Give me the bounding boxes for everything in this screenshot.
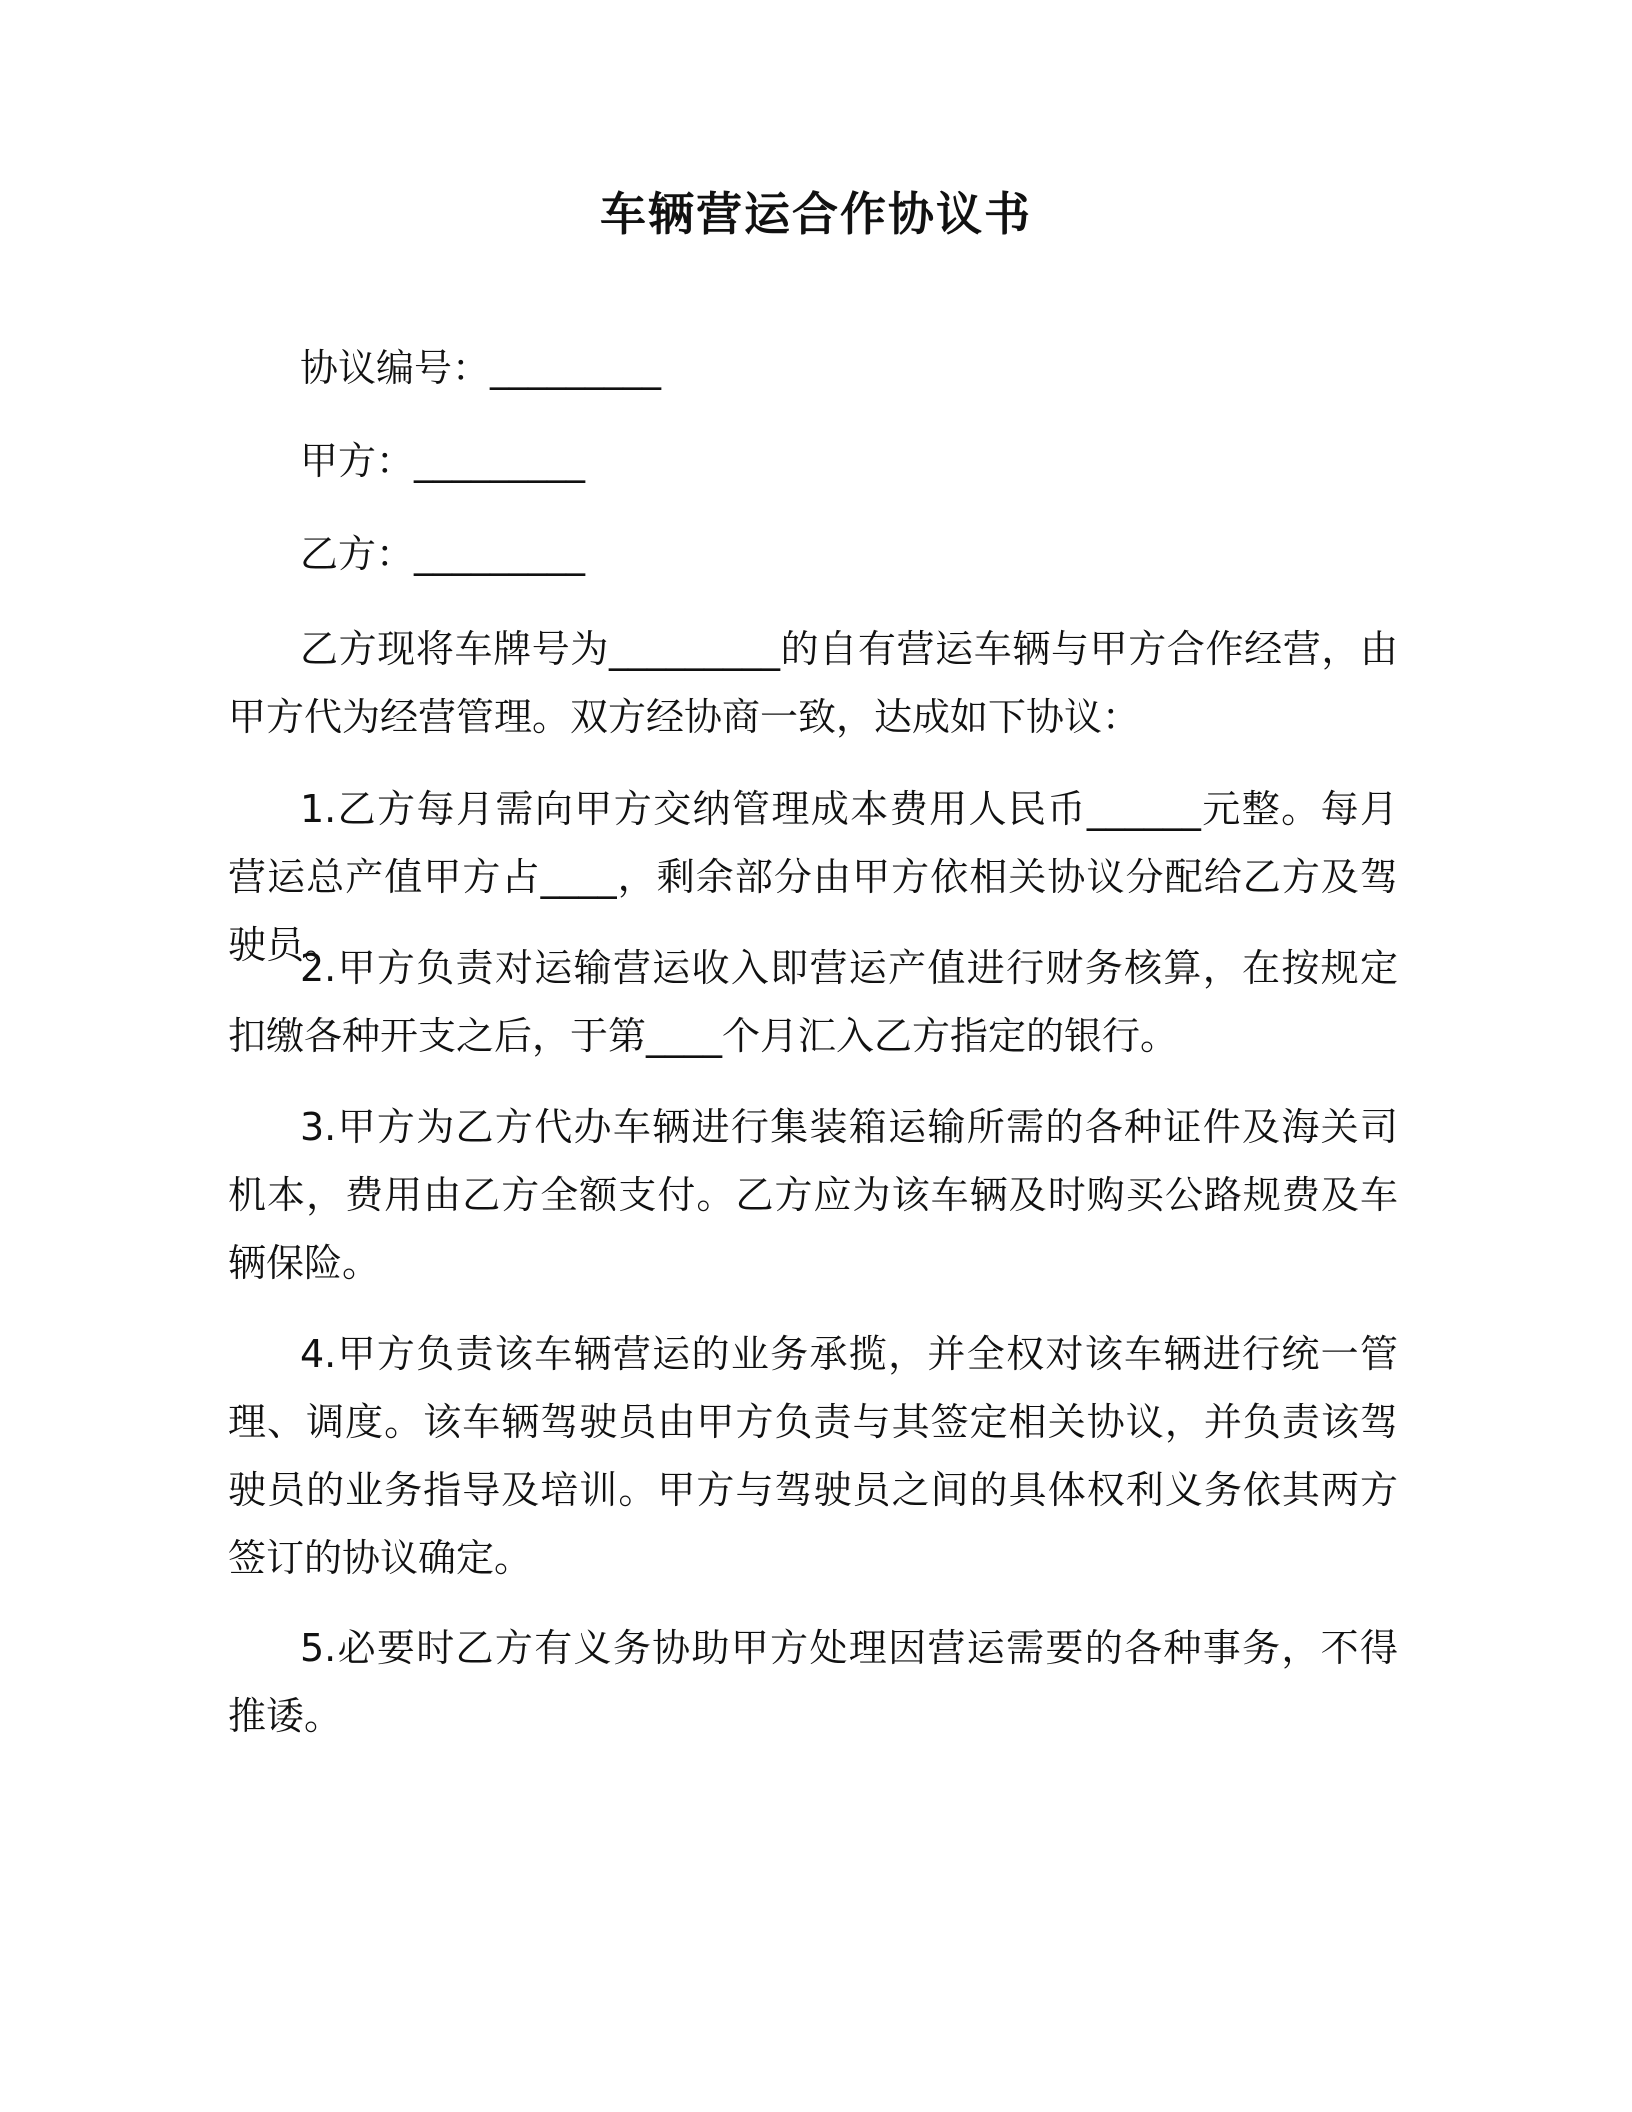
party-a-field: 甲方：_________ [300, 439, 586, 483]
clause-1: 1.乙方每月需向甲方交纳管理成本费用人民币______元整。每月营运总产值甲方占____，剩余部分由甲方依相关协议分配给乙方及驾驶员。 [228, 787, 1398, 967]
intro-paragraph: 乙方现将车牌号为_________的自有营运车辆与甲方合作经营，由甲方代为经营管理。双方经协商一致，达成如下协议： [228, 627, 1398, 739]
clause-2: 2.甲方负责对运输营运收入即营运产值进行财务核算，在按规定扣缴各种开支之后，于第____个月汇入乙方指定的银行。 [228, 946, 1398, 1058]
clause-3: 3.甲方为乙方代办车辆进行集装箱运输所需的各种证件及海关司机本，费用由乙方全额支付。乙方应为该车辆及时购买公路规费及车辆保险。 [228, 1105, 1398, 1285]
clause-4: 4.甲方负责该车辆营运的业务承揽，并全权对该车辆进行统一管理、调度。该车辆驾驶员由甲方负责与其签定相关协议，并负责该驾驶员的业务指导及培训。甲方与驾驶员之间的具体权利义务依其两方签订的协议确定。 [228, 1332, 1398, 1580]
clause-5: 5.必要时乙方有义务协助甲方处理因营运需要的各种事务，不得推诿。 [228, 1626, 1398, 1738]
agreement-number-field: 协议编号：_________ [300, 346, 662, 390]
document-title: 车辆营运合作协议书 [600, 187, 1032, 241]
party-b-field: 乙方：_________ [300, 532, 586, 576]
